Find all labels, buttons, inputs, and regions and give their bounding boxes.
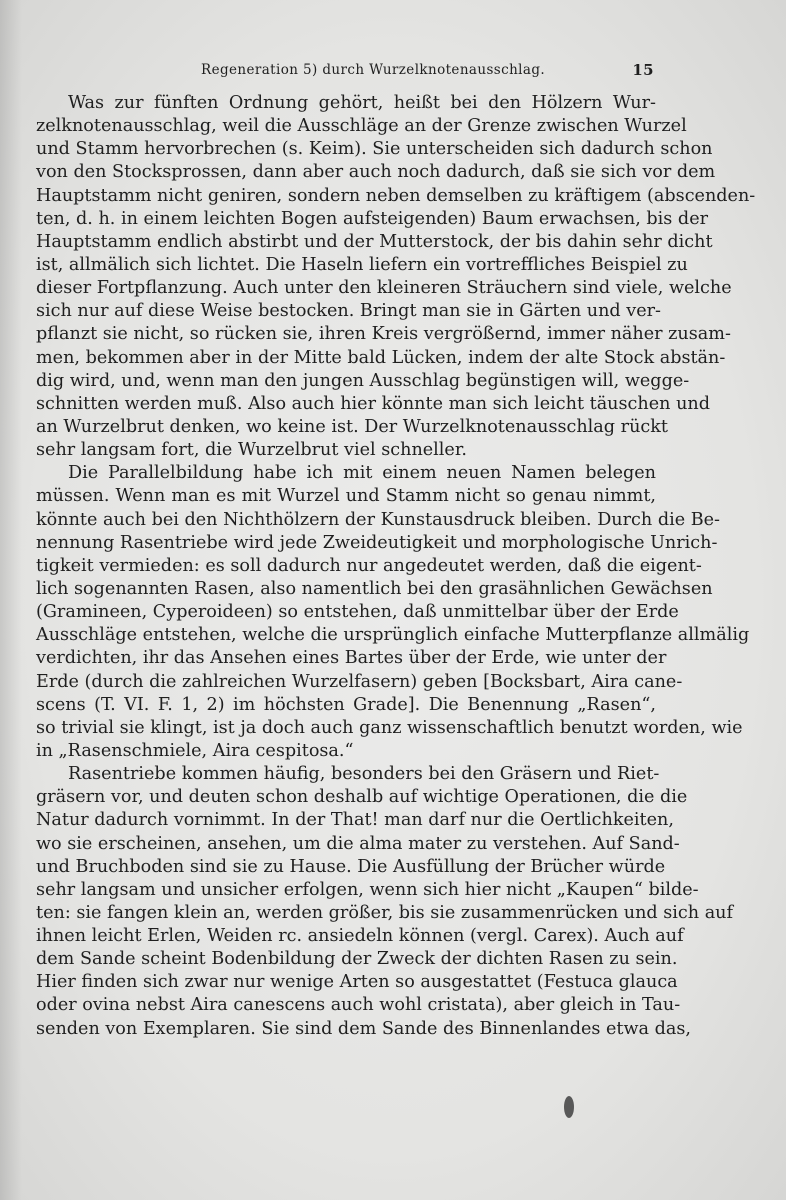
text-line: zelknotenausschlag, weil die Ausschläge an der Grenze zwischen Wurzel: [36, 116, 687, 137]
text-line: an Wurzelbrut denken, wo keine ist. Der Wurzelknotenausschlag rückt: [36, 416, 668, 437]
text-line: sehr langsam fort, die Wurzelbrut viel schneller.: [36, 440, 467, 461]
text-line: dig wird, und, wenn man den jungen Ausschlag begünstigen will, wegge-: [36, 370, 690, 391]
text-line: men, bekommen aber in der Mitte bald Lücken, indem der alte Stock abstän-: [36, 347, 726, 368]
text-line: wo sie erscheinen, ansehen, um die alma mater zu verstehen. Auf Sand-: [36, 833, 680, 854]
text-line: scens (T. VI. F. 1, 2) im höchsten Grade]. Die Benennung „Rasen“,: [36, 694, 656, 715]
text-line: verdichten, ihr das Ansehen eines Bartes über der Erde, wie unter der: [36, 648, 667, 669]
text-line: lich sogenannten Rasen, also namentlich bei den grasähnlichen Gewächsen: [36, 578, 713, 599]
text-line: Was zur fünften Ordnung gehört, heißt bei den Hölzern Wur-: [68, 93, 656, 113]
text-line: ist, allmälich sich lichtet. Die Haseln liefern ein vortreffliches Beispiel zu: [36, 254, 688, 275]
text-line: sich nur auf diese Weise bestocken. Bringt man sie in Gärten und ver-: [36, 301, 661, 322]
text-line: gräsern vor, und deuten schon deshalb auf wichtige Operationen, die die: [36, 787, 688, 808]
text-line: in „Rasenschmiele, Aira cespitosa.“: [36, 740, 354, 761]
text-line: müssen. Wenn man es mit Wurzel und Stamm nicht so genau nimmt,: [36, 486, 656, 507]
text-line: ten, d. h. in einem leichten Bogen aufsteigenden) Baum erwachsen, bis der: [36, 208, 709, 229]
text-line: von den Stocksprossen, dann aber auch noch dadurch, daß sie sich vor dem: [36, 162, 716, 183]
text-line: senden von Exemplaren. Sie sind dem Sande des Binnenlandes etwa das,: [36, 1018, 692, 1039]
text-line: Ausschläge entstehen, welche die ursprünglich einfache Mutterpflanze allmälig: [36, 625, 750, 646]
text-line: pflanzt sie nicht, so rücken sie, ihren Kreis vergrößernd, immer näher zusam-: [36, 324, 731, 345]
running-title: Regeneration 5) durch Wurzelknotenausschlag.: [201, 62, 546, 78]
text-line: Erde (durch die zahlreichen Wurzelfasern) geben [Bocksbart, Aira cane-: [36, 671, 683, 692]
text-line: nennung Rasentriebe wird jede Zweideutigkeit und morphologische Unrich-: [36, 532, 718, 553]
text-line: (Gramineen, Cyperoideen) so entstehen, daß unmittelbar über der Erde: [36, 602, 679, 623]
text-line: sehr langsam und unsicher erfolgen, wenn sich hier nicht „Kaupen“ bilde-: [36, 879, 699, 900]
text-line: und Bruchboden sind sie zu Hause. Die Ausfüllung der Brücher würde: [36, 856, 666, 877]
page-number: 15: [632, 61, 654, 79]
text-line: ten: sie fangen klein an, werden größer, bis sie zusammenrücken und sich auf: [36, 902, 734, 923]
body-text: [36, 92, 756, 1041]
text-line: oder ovina nebst Aira canescens auch wohl cristata), aber gleich in Tau-: [36, 995, 681, 1016]
text-line: schnitten werden muß. Also auch hier könnte man sich leicht täuschen und: [36, 393, 710, 414]
text-line: Rasentriebe kommen häufig, besonders bei den Gräsern und Riet-: [68, 764, 660, 785]
page-fold-shadow: [0, 0, 22, 1200]
text-line: tigkeit vermieden: es soll dadurch nur angedeutet werden, daß die eigent-: [36, 555, 702, 576]
text-line: dieser Fortpflanzung. Auch unter den kleineren Sträuchern sind viele, welche: [36, 278, 732, 299]
text-line: Hier finden sich zwar nur wenige Arten so ausgestattet (Festuca glauca: [36, 972, 678, 993]
ink-smudge: [564, 1096, 574, 1118]
text-line: dem Sande scheint Bodenbildung der Zweck der dichten Rasen zu sein.: [36, 949, 678, 970]
text-line: Hauptstamm nicht geniren, sondern neben demselben zu kräftigem (abscenden-: [36, 185, 756, 206]
text-line: könnte auch bei den Nichthölzern der Kunstausdruck bleiben. Durch die Be-: [36, 509, 720, 530]
text-line: Natur dadurch vornimmt. In der That! man darf nur die Oertlichkeiten,: [36, 810, 674, 831]
text-line: und Stamm hervorbrechen (s. Keim). Sie unterscheiden sich dadurch schon: [36, 139, 713, 160]
text-line: so trivial sie klingt, ist ja doch auch ganz wissenschaftlich benutzt worden, wie: [36, 717, 743, 738]
text-line: Die Parallelbildung habe ich mit einem neuen Namen belegen: [68, 463, 656, 484]
text-line: Hauptstamm endlich abstirbt und der Mutterstock, der bis dahin sehr dicht: [36, 231, 713, 252]
text-line: ihnen leicht Erlen, Weiden rc. ansiedeln können (vergl. Carex). Auch auf: [36, 926, 684, 947]
